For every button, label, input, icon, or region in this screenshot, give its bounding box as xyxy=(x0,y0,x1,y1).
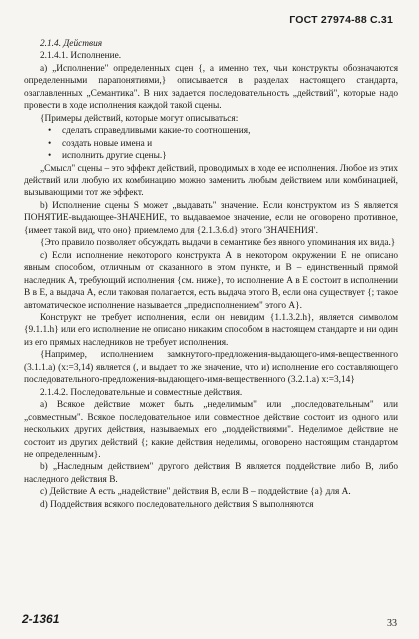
print-mark: 2-1361 xyxy=(22,612,60,626)
document-header: ГОСТ 27974-88 С.31 xyxy=(289,14,393,26)
subsection-title: 2.1.4.1. Исполнение. xyxy=(40,51,122,62)
paragraph-2b: b) „Наследным действием" другого действия В является поддействие либо В, либо наследного действия В. xyxy=(24,462,398,485)
paragraph-2a: а) Всякое действие может быть „неделимым" или „последовательным" или „совместным". Всякое последовательное или совместное действие состоит из одного или нескольких других действия, называемых его „поддействиями". Неделимое действие не состоит из других действий {; какие действия неделимы, оговорено настоящим стандартом не определенным}. xyxy=(24,400,398,460)
paragraph-construct: Конструкт не требует исполнения, если он невидим {1.1.3.2.h}, является символом {9.1.1.h} или его исполнение не описано никаким способом в настоящем стандарте и ни один из его прямых наследников не требует исполнения. xyxy=(24,312,398,348)
section-title: 2.1.4. Действия xyxy=(40,39,103,49)
paragraph-meaning: „Смысл" сцены – это эффект действий, проводимых в ходе ее исполнения. Любое из этих действий или любую их комбинацию можно заменить любым действием или комбинацией, вызывающими тот же эффект. xyxy=(24,163,398,199)
section-title-2: 2.1.4.2. Последовательные и совместные действия. xyxy=(40,387,243,398)
paragraph-example2: {Например, исполнением замкнутого-предложения-выдающего-имя-вещественного (3.1.1.а) (x:=3,14) является (, и выдает то же значение, что и) исполнение его составляющего последовательного-предложения-выдающего-имя-вещественного (3.2.1.а) x:=3,14} xyxy=(24,350,398,386)
paragraph-2d: d) Поддействия всякого последовательного действия S выполняются xyxy=(40,499,314,510)
paragraph-b: b) Исполнение сцены S может „выдавать" значение. Если конструктом из S является ПОНЯТИЕ-выдающее-ЗНАЧЕНИЕ, то выдаваемое значение, если не оговорено противное, {имеет такой вид, что оно} приемлемо для {2.1.3.6.d} этого 'ЗНАЧЕНИЯ'. xyxy=(24,200,398,236)
list-item: • создать новые имена и xyxy=(62,138,398,150)
examples-list xyxy=(24,125,398,162)
paragraph-c: с) Если исполнение некоторого конструкта А в некотором окружении Е не описано явным способом, отличным от сказанного в этом пункте, и В – единственный прямой наследник А, требующий исполнения {см. ниже}, то исполнение А в Е состоит в исполнении В в Е, а выдача А, если таковая полагается, есть выдача этого В, если она существует {; такое автоматическое исполнение называется „предисполнением" этого А}. xyxy=(24,250,398,311)
paragraph-b-note: {Это правило позволяет обсуждать выдачи в семантике без явного упоминания их вида.} xyxy=(40,238,396,249)
list-item: • сделать справедливыми какие-то соотношения, xyxy=(62,125,398,137)
list-item: • исполнить другие сцены.} xyxy=(62,150,398,162)
paragraph-2c: с) Действие А есть „надействие" действия В, если В – поддействие {а} для А. xyxy=(40,487,351,498)
paragraph-examples: {Примеры действий, которые могут описываться: xyxy=(40,113,239,124)
document-body xyxy=(24,38,398,511)
page-number: 33 xyxy=(387,618,397,629)
paragraph-a: а) „Исполнение" определенных сцен {, а именно тех, чьи конструкты обозначаются определенными парапонятиями,} описывается в разделах настоящего стандарта, озаглавленных „Семантика". В них задается последовательность „действий", которые надо провести в ходе исполнения каждой такой сцены. xyxy=(24,63,398,112)
